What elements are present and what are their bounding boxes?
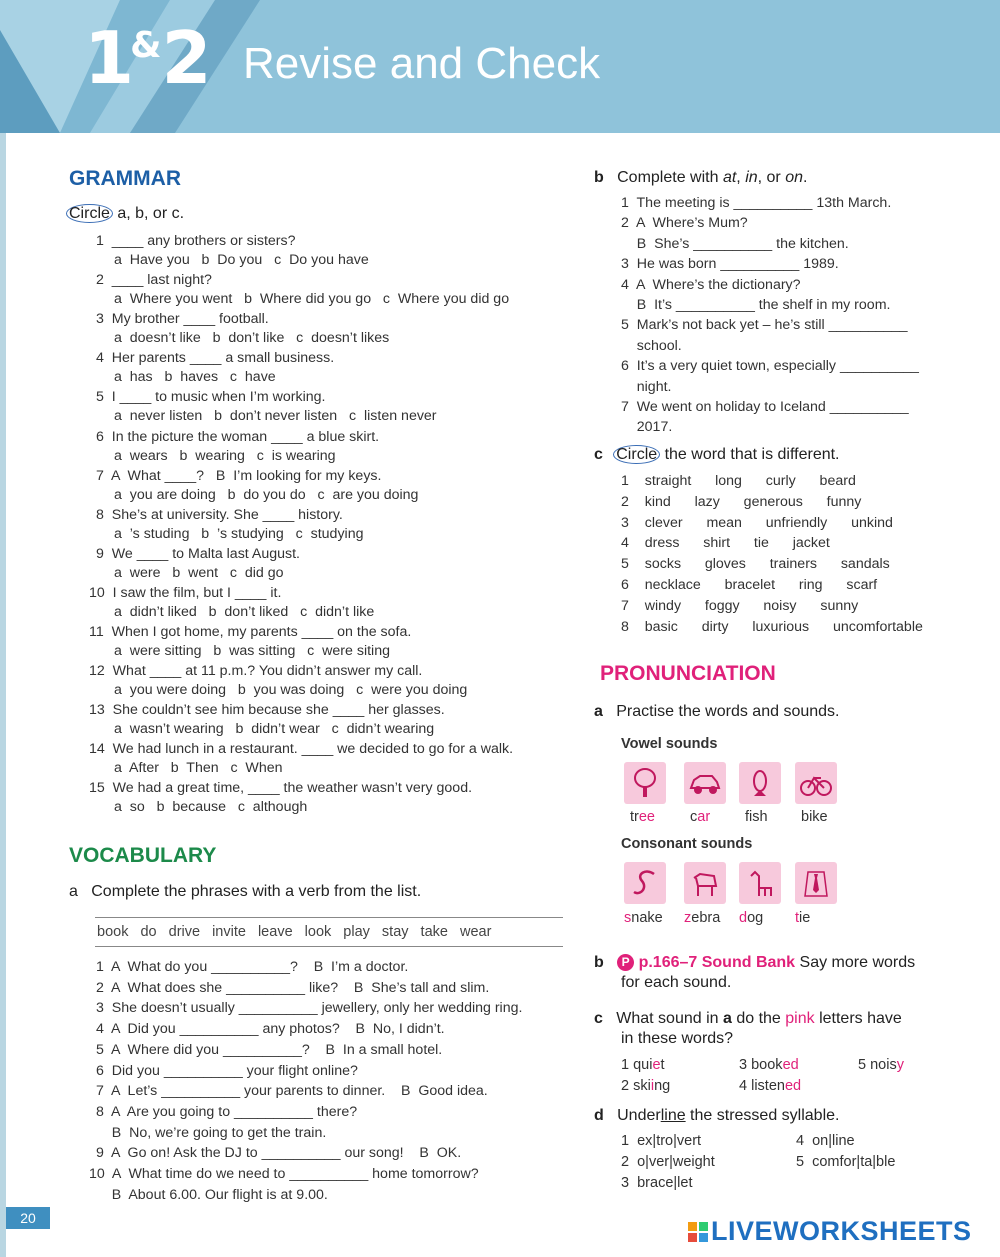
sound-bank-link[interactable]: p.166–7 Sound Bank	[638, 954, 796, 971]
grammar-options: a wasn’t wearing b didn’t wear c didn’t wearing	[114, 721, 435, 738]
vowel-word	[745, 809, 768, 825]
circle-word: Circle	[66, 204, 113, 223]
grammar-question: 15 We had a great time, ____ the weather wasn’t very good.	[89, 780, 473, 797]
section-b-item: B It’s __________ the shelf in my room.	[621, 297, 891, 313]
item-number: 2	[621, 1078, 630, 1094]
vocab-item: 7 A Let’s __________ your parents to dinner. B Good idea.	[96, 1083, 488, 1100]
grammar-heading: GRAMMAR	[69, 167, 181, 190]
vocab-item: B No, we’re going to get the train.	[96, 1124, 327, 1141]
word-part: tr	[630, 809, 639, 825]
pron-c-word	[621, 1078, 670, 1094]
pron-b-instruction-line2: for each sound.	[621, 974, 732, 991]
liveworksheets-brand: LIVEWORKSHEETS	[688, 1216, 972, 1247]
highlighted-letters: z	[684, 910, 692, 926]
vocab-item: 9 A Go on! Ask the DJ to __________ our song! B OK.	[96, 1145, 462, 1162]
grammar-question: 3 My brother ____ football.	[96, 311, 269, 328]
word-part: c	[690, 809, 698, 825]
pron-c-instruction: c What sound in a do the pink letters have	[594, 1010, 902, 1027]
pron-c-word	[739, 1057, 799, 1073]
unit-header	[0, 0, 1000, 133]
vocab-item: 4 A Did you __________ any photos? B No, I didn’t.	[96, 1021, 445, 1038]
highlighted-letters: ar	[697, 809, 711, 825]
section-c-item: 2 kind lazy generous funny	[621, 493, 862, 510]
item-number: 3	[739, 1057, 748, 1073]
section-b-item: B She’s __________ the kitchen.	[621, 235, 849, 252]
vocabulary-heading: VOCABULARY	[69, 844, 217, 867]
vowel-sounds-title: Vowel sounds	[621, 736, 718, 752]
unit-number: 1&2	[84, 16, 208, 100]
grammar-options: a wears b wearing c is wearing	[114, 447, 336, 464]
pron-c-word	[621, 1057, 665, 1073]
grammar-question: 13 She couldn’t see him because she ____ her glasses.	[89, 702, 445, 719]
word-part: ebra	[691, 910, 721, 926]
section-c-item: 6 necklace bracelet ring scarf	[621, 577, 878, 593]
highlighted-letters: ed	[782, 1057, 799, 1073]
word-part: bike	[801, 809, 828, 825]
item-number: 5	[858, 1057, 867, 1073]
grammar-options: a doesn’t like b don’t like c doesn’t likes	[114, 330, 390, 347]
vowel-word	[801, 809, 828, 825]
word-part: ng	[654, 1078, 671, 1094]
consonant-word	[684, 910, 720, 926]
car-icon	[684, 762, 726, 804]
section-b-item: 7 We went on holiday to Iceland __________	[621, 399, 909, 415]
vowel-word	[690, 809, 710, 825]
bike-icon	[795, 762, 837, 804]
section-b-item: school.	[621, 337, 682, 354]
vocab-item: 6 Did you __________ your flight online?	[96, 1062, 358, 1079]
grammar-options: a Where you went b Where did you go c Where you did go	[114, 291, 510, 308]
highlighted-letters: ee	[638, 809, 655, 825]
vocab-item: 1 A What do you __________? B I’m a doctor.	[96, 959, 409, 975]
section-c-item: 8 basic dirty luxurious uncomfortable	[621, 618, 923, 635]
circle-word-c: Circle	[613, 445, 660, 464]
stress-item: 5 comfor|ta|ble	[796, 1154, 896, 1170]
grammar-options: a After b Then c When	[114, 760, 283, 777]
word-part: ie	[799, 910, 811, 926]
word-part: og	[747, 910, 764, 926]
liveworksheets-logo-icon	[688, 1222, 708, 1242]
section-c-item: 4 dress shirt tie jacket	[621, 535, 830, 552]
stress-item: 1 ex|tro|vert	[621, 1133, 702, 1149]
section-b-item: night.	[621, 378, 672, 395]
stress-item: 3 brace|let	[621, 1175, 693, 1191]
grammar-options: a didn’t liked b don’t liked c didn’t like	[114, 603, 375, 620]
snake-icon	[624, 862, 666, 904]
page-number: 20	[6, 1207, 50, 1229]
grammar-options: a you were doing b you was doing c were you doing	[114, 682, 468, 699]
section-b-item: 3 He was born __________ 1989.	[621, 256, 839, 273]
word-part: fish	[745, 809, 768, 825]
grammar-question: 8 She’s at university. She ____ history.	[96, 506, 343, 523]
vocab-item: 3 She doesn’t usually __________ jewellery, only her wedding ring.	[96, 1000, 523, 1017]
page-title: Revise and Check	[243, 39, 601, 88]
grammar-question: 6 In the picture the woman ____ a blue skirt.	[96, 428, 380, 445]
grammar-instruction: Circle a, b, or c.	[69, 205, 184, 223]
tie-icon	[795, 862, 837, 904]
fish-icon	[739, 762, 781, 804]
consonant-word	[624, 910, 663, 926]
highlighted-letters: d	[739, 910, 748, 926]
grammar-options: a never listen b don’t never listen c listen never	[114, 408, 437, 425]
highlighted-letters: y	[896, 1057, 904, 1073]
grammar-question: 5 I ____ to music when I’m working.	[96, 389, 326, 406]
word-part: listen	[751, 1078, 785, 1094]
vocab-item: 10 A What time do we need to __________ home tomorrow?	[89, 1166, 479, 1182]
grammar-question: 4 Her parents ____ a small business.	[96, 350, 335, 367]
word-part: t	[660, 1057, 665, 1073]
grammar-options: a Have you b Do you c Do you have	[114, 252, 369, 268]
section-c-item: 7 windy foggy noisy sunny	[621, 597, 859, 614]
grammar-options: a you are doing b do you do c are you doing	[114, 486, 419, 503]
vocab-item: 2 A What does she __________ like? B She’s tall and slim.	[96, 979, 490, 996]
grammar-question: 11 When I got home, my parents ____ on the sofa.	[89, 624, 412, 640]
highlighted-letters: t	[795, 910, 800, 926]
zebra-icon	[684, 862, 726, 904]
grammar-question: 10 I saw the film, but I ____ it.	[89, 584, 282, 601]
highlighted-letters: ed	[784, 1078, 802, 1094]
sheet	[6, 133, 1000, 1257]
grammar-options: a were sitting b was sitting c were siting	[114, 643, 390, 659]
sound-bank-badge: P	[617, 954, 634, 971]
grammar-question: 2 ____ last night?	[96, 272, 212, 289]
section-b-item: 5 Mark’s not back yet – he’s still __________	[621, 317, 908, 334]
section-b-item: 1 The meeting is __________ 13th March.	[621, 195, 892, 211]
highlighted-letters: i	[650, 1078, 655, 1094]
word-part: book	[751, 1057, 783, 1073]
pron-c-instruction-line2: in these words?	[621, 1030, 734, 1047]
grammar-question: 7 A What ____? B I’m looking for my keys.	[96, 467, 382, 484]
section-b-item: 2017.	[621, 419, 673, 436]
pron-c-word	[858, 1057, 904, 1073]
grammar-options: a has b haves c have	[114, 369, 276, 386]
highlighted-letters: e	[652, 1057, 661, 1073]
stress-item: 2 o|ver|weight	[621, 1154, 715, 1170]
tree-icon	[624, 762, 666, 804]
consonant-word	[795, 910, 810, 926]
pron-d-instruction: d Underline the stressed syllable.	[594, 1107, 840, 1124]
grammar-question: 12 What ____ at 11 p.m.? You didn’t answer my call.	[89, 663, 423, 680]
grammar-question: 14 We had lunch in a restaurant. ____ we decided to go for a walk.	[89, 741, 514, 758]
section-c-instruction: c Circle the word that is different.	[594, 446, 840, 463]
vocab-item: 8 A Are you going to __________ there?	[96, 1103, 358, 1120]
highlighted-letters: s	[624, 910, 632, 926]
pronunciation-heading: PRONUNCIATION	[600, 662, 776, 685]
vocab-a-instruction: a Complete the phrases with a verb from the list.	[69, 883, 422, 900]
vowel-word	[630, 809, 655, 825]
pron-a-instruction: a Practise the words and sounds.	[594, 703, 840, 720]
word-part: nake	[631, 910, 663, 926]
word-part: qui	[633, 1057, 653, 1073]
grammar-question: 1 ____ any brothers or sisters?	[96, 233, 296, 249]
section-c-item: 5 socks gloves trainers sandals	[621, 556, 890, 573]
grammar-options: a were b went c did go	[114, 564, 284, 581]
word-part: ski	[633, 1078, 651, 1094]
consonant-word	[739, 910, 763, 926]
grammar-options: a so b because c although	[114, 799, 308, 816]
grammar-question: 9 We ____ to Malta last August.	[96, 545, 300, 562]
word-list-box: book do drive invite leave look play stay take wear	[95, 917, 563, 947]
word-part: nois	[870, 1057, 897, 1073]
dog-icon	[739, 862, 781, 904]
section-b-item: 6 It’s a very quiet town, especially __________	[621, 358, 919, 375]
consonant-sounds-title: Consonant sounds	[621, 836, 753, 852]
section-b-instruction: b Complete with at, in, or on.	[594, 169, 808, 186]
section-c-item: 1 straight long curly beard	[621, 473, 856, 489]
item-number: 4	[739, 1078, 748, 1094]
grammar-options: a ’s studing b ’s studying c studying	[114, 525, 364, 542]
pron-c-word	[739, 1078, 801, 1094]
pron-b-instruction: b P p.166–7 Sound Bank Say more words	[594, 954, 916, 971]
stress-item: 4 on|line	[796, 1133, 855, 1149]
section-c-item: 3 clever mean unfriendly unkind	[621, 514, 893, 531]
vocab-item: B About 6.00. Our flight is at 9.00.	[96, 1186, 328, 1203]
vocab-item: 5 A Where did you __________? B In a small hotel.	[96, 1041, 443, 1058]
section-b-item: 2 A Where’s Mum?	[621, 215, 748, 232]
item-number: 1	[621, 1057, 630, 1073]
section-b-item: 4 A Where’s the dictionary?	[621, 276, 801, 293]
